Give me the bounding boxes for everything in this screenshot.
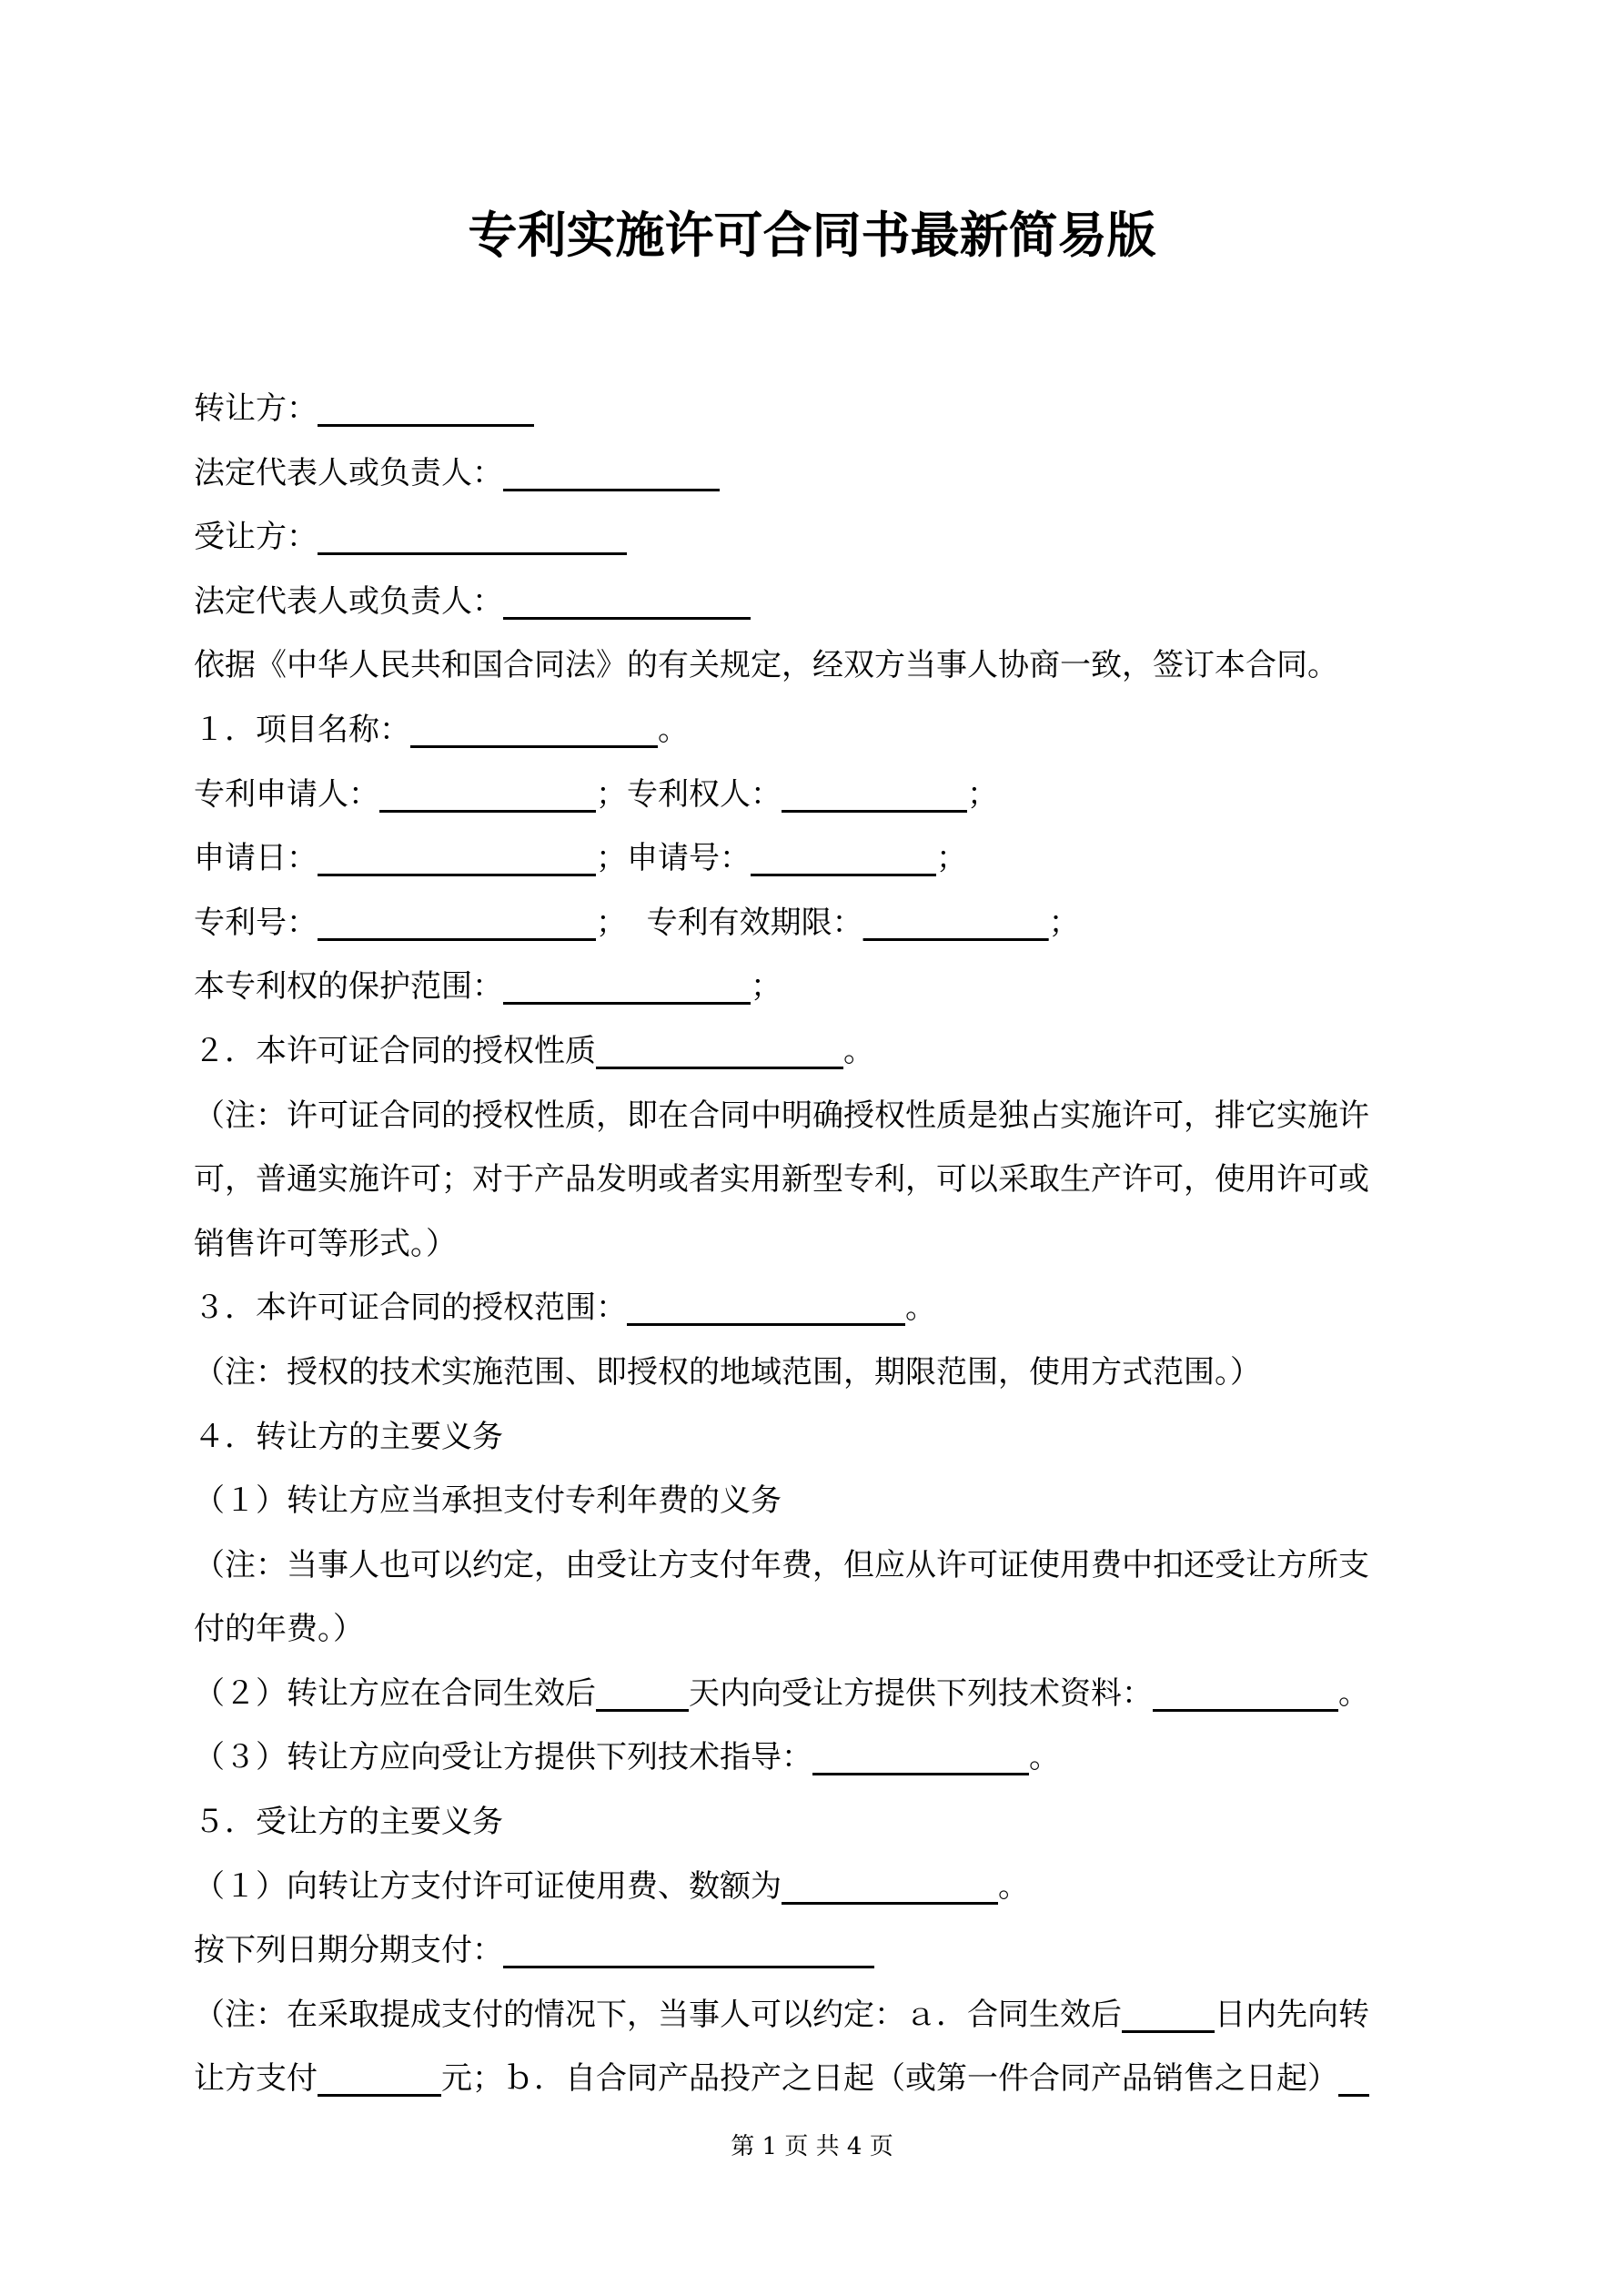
fill-in-blank[interactable]: ________________ xyxy=(503,968,751,1006)
fill-in-blank[interactable]: ____________ xyxy=(782,775,967,813)
fill-in-blank[interactable]: ____________ xyxy=(862,904,1049,941)
line-text: 付的年费。） xyxy=(194,1611,364,1648)
document-line xyxy=(194,1212,1442,1277)
line-text: ５．受让方的主要义务 xyxy=(194,1804,503,1841)
line-text: ； 专利有效期限： xyxy=(596,904,863,941)
line-text: 可，普通实施许可；对于产品发明或者实用新型专利，可以采取生产许可，使用许可或 xyxy=(194,1161,1369,1199)
document-line xyxy=(194,377,1442,441)
fill-in-blank[interactable]: ______________ xyxy=(782,1867,998,1905)
line-text: （注：当事人也可以约定，由受让方支付年费，但应从许可证使用费中扣还受让方所支 xyxy=(194,1546,1369,1583)
fill-in-blank[interactable]: ______________ xyxy=(503,454,720,491)
line-text: １．项目名称： xyxy=(194,711,410,748)
document-body xyxy=(194,377,1442,2111)
document-line xyxy=(194,1983,1442,2048)
document-line xyxy=(194,1533,1442,1598)
line-text: 。 xyxy=(905,1290,936,1327)
fill-in-blank[interactable]: ______________ xyxy=(379,775,596,813)
document-line xyxy=(194,1405,1442,1470)
line-text: 法定代表人或负责人： xyxy=(194,454,503,491)
line-text: ３．本许可证合同的授权范围： xyxy=(194,1290,627,1327)
fill-in-blank[interactable]: ________________ xyxy=(410,711,658,748)
document-title: 专利实施许可合同书最新简易版 xyxy=(468,206,1156,264)
line-text: 按下列日期分期支付： xyxy=(194,1932,503,1969)
line-text: 依据《中华人民共和国合同法》的有关规定，经双方当事人协商一致，签订本合同。 xyxy=(194,647,1338,684)
document-line xyxy=(194,1276,1442,1340)
line-text: （２）转让方应在合同生效后 xyxy=(194,1674,596,1712)
line-text: 申请日： xyxy=(194,840,318,877)
line-text: （３）转让方应向受让方提供下列技术指导： xyxy=(194,1739,812,1776)
document-line xyxy=(194,441,1442,506)
document-line xyxy=(194,1725,1442,1790)
line-text: 销售许可等形式。） xyxy=(194,1225,457,1262)
line-text: 法定代表人或负责人： xyxy=(194,582,503,620)
document-line xyxy=(194,1469,1442,1533)
line-text: ；专利权人： xyxy=(596,775,782,813)
fill-in-blank[interactable]: ________ xyxy=(318,2060,441,2098)
fill-in-blank[interactable]: __________________ xyxy=(318,904,596,941)
fill-in-blank[interactable]: ______________ xyxy=(318,390,534,427)
line-text: （１）向转让方支付许可证使用费、数额为 xyxy=(194,1867,782,1905)
fill-in-blank[interactable]: ____________ xyxy=(1153,1674,1338,1712)
document-line xyxy=(194,826,1442,891)
fill-in-blank[interactable]: __________________ xyxy=(318,840,596,877)
line-text: ； xyxy=(967,775,998,813)
page-footer: 第 1 页 共 4 页 xyxy=(731,2133,893,2160)
line-text: 。 xyxy=(843,1032,874,1069)
document-line xyxy=(194,1019,1442,1084)
fill-in-blank[interactable]: __________________ xyxy=(627,1290,905,1327)
document-line xyxy=(194,1148,1442,1212)
document-line xyxy=(194,1918,1442,1983)
line-text: 专利号： xyxy=(194,904,318,941)
line-text: 。 xyxy=(998,1867,1029,1905)
line-text: 。 xyxy=(1338,1674,1369,1712)
line-text: 受让方： xyxy=(194,519,318,556)
fill-in-blank[interactable]: ______________ xyxy=(812,1739,1029,1776)
document-line xyxy=(194,891,1442,956)
fill-in-blank[interactable]: ______ xyxy=(1122,1996,1215,2033)
line-text: 转让方： xyxy=(194,390,318,427)
line-text: 元；ｂ．自合同产品投产之日起（或第一件合同产品销售之日起） xyxy=(441,2060,1338,2098)
document-line xyxy=(194,955,1442,1019)
document-line xyxy=(194,1084,1442,1148)
fill-in-blank[interactable]: ________________ xyxy=(596,1032,843,1069)
line-text: 让方支付 xyxy=(194,2060,318,2098)
document-line xyxy=(194,763,1442,827)
line-text: （注：授权的技术实施范围、即授权的地域范围，期限范围，使用方式范围。） xyxy=(194,1353,1261,1391)
line-text: ； xyxy=(936,840,967,877)
fill-in-blank[interactable]: ____________ xyxy=(751,840,936,877)
line-text: ； xyxy=(751,968,782,1006)
line-text: ２．本许可证合同的授权性质 xyxy=(194,1032,596,1069)
fill-in-blank[interactable]: __ xyxy=(1338,2060,1369,2098)
document-line xyxy=(194,1340,1442,1405)
fill-in-blank[interactable]: ______ xyxy=(596,1674,689,1712)
line-text: （注：在采取提成支付的情况下，当事人可以约定：ａ．合同生效后 xyxy=(194,1996,1122,2033)
line-text: ４．转让方的主要义务 xyxy=(194,1418,503,1455)
line-text: 。 xyxy=(1029,1739,1060,1776)
line-text: ；申请号： xyxy=(596,840,751,877)
document-line xyxy=(194,1855,1442,1919)
document-line xyxy=(194,2047,1442,2111)
line-text: ； xyxy=(1048,904,1080,941)
line-text: 专利申请人： xyxy=(194,775,379,813)
document-line xyxy=(194,505,1442,570)
document-line xyxy=(194,698,1442,763)
fill-in-blank[interactable]: ________________________ xyxy=(503,1932,874,1969)
document-line xyxy=(194,1662,1442,1726)
line-text: 本专利权的保护范围： xyxy=(194,968,503,1006)
document-line xyxy=(194,570,1442,634)
fill-in-blank[interactable]: ________________ xyxy=(503,582,751,620)
line-text: 天内向受让方提供下列技术资料： xyxy=(689,1674,1153,1712)
line-text: （注：许可证合同的授权性质，即在合同中明确授权性质是独占实施许可，排它实施许 xyxy=(194,1097,1369,1134)
line-text: 日内先向转 xyxy=(1215,1996,1369,2033)
fill-in-blank[interactable]: ____________________ xyxy=(318,519,627,556)
line-text: 。 xyxy=(658,711,689,748)
document-line xyxy=(194,633,1442,698)
document-line xyxy=(194,1597,1442,1662)
line-text: （１）转让方应当承担支付专利年费的义务 xyxy=(194,1482,782,1520)
document-line xyxy=(194,1790,1442,1855)
